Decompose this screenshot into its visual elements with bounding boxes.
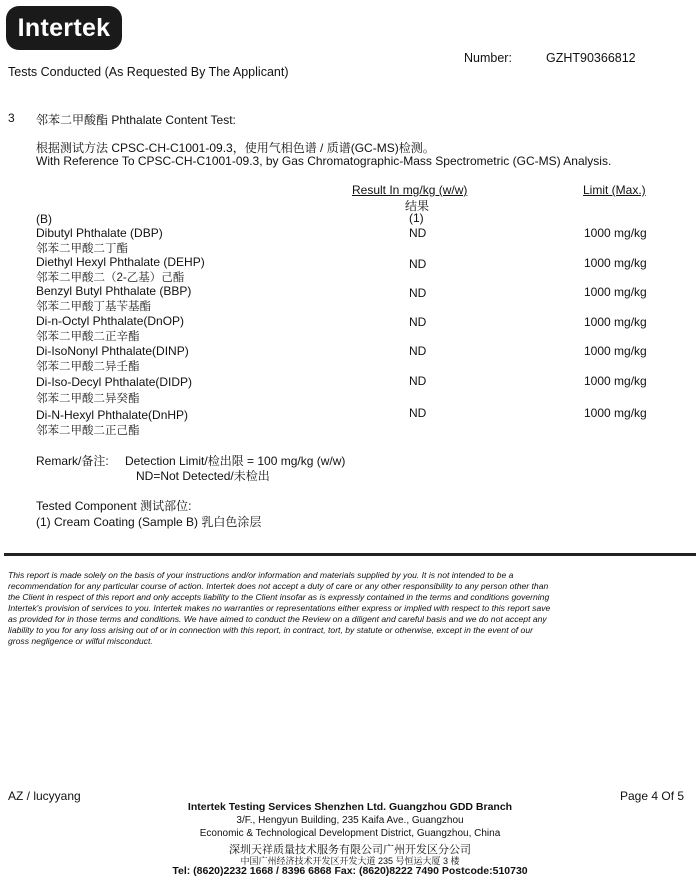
sample-label: (B) bbox=[36, 212, 52, 226]
compound-name-cn: 邻苯二甲酸丁基苄基酯 bbox=[36, 301, 151, 313]
disclaimer-line: Intertek's provision of services to you. Intertek makes no warranties or representations either express or implied with respect to this report save bbox=[8, 603, 551, 613]
author-initials: AZ / lucyyang bbox=[8, 789, 81, 803]
compound-name-cn: 邻苯二甲酸二丁酯 bbox=[36, 243, 128, 255]
section-title bbox=[36, 111, 236, 128]
compound-name-cn: 邻苯二甲酸二异癸酯 bbox=[36, 393, 140, 405]
compound-name: Diethyl Hexyl Phthalate (DEHP) bbox=[36, 255, 205, 269]
disclaimer-line: as provided for in those terms and conditions. We have aimed to conduct the Review on a diligent and careful basis and we do not accept any bbox=[8, 614, 547, 624]
section-title-en: Phthalate Content Test: bbox=[111, 113, 236, 127]
contact-line: Tel: (8620)2232 1668 / 8396 6868 Fax: (8620)8222 7490 Postcode:510730 bbox=[172, 865, 528, 877]
disclaimer-line: gross negligence or wilful misconduct. bbox=[8, 636, 153, 646]
compound-limit: 1000 mg/kg bbox=[584, 406, 647, 420]
method-cn: 根据测试方法 CPSC-CH-C1001-09.3，使用气相色谱 / 质谱(GC-MS)检测。 bbox=[36, 141, 435, 155]
compound-limit: 1000 mg/kg bbox=[584, 285, 647, 299]
sample-id: (1) bbox=[409, 211, 424, 225]
method-en: With Reference To CPSC-CH-C1001-09.3, by Gas Chromatographic-Mass Spectrometric (GC-MS) Analysis. bbox=[36, 154, 612, 168]
disclaimer bbox=[8, 570, 688, 647]
compound-limit: 1000 mg/kg bbox=[584, 315, 647, 329]
report-number-label: Number: bbox=[464, 51, 512, 65]
disclaimer-line: This report is made solely on the basis of your instructions and/or information and materials supplied by you. It is not intended to be a bbox=[8, 570, 514, 580]
compound-name: Di-Iso-Decyl Phthalate(DIDP) bbox=[36, 375, 193, 389]
compound-name-cn: 邻苯二甲酸二异壬酯 bbox=[36, 361, 140, 373]
compound-limit: 1000 mg/kg bbox=[584, 344, 647, 358]
disclaimer-line: liability to you for any loss arising out of or in connection with this report, in contract, tort, by statute or otherwise, except in the event of our bbox=[8, 625, 533, 635]
compound-name-cn: 邻苯二甲酸二正己酯 bbox=[36, 425, 140, 437]
section-divider bbox=[4, 553, 696, 556]
intertek-logo: Intertek bbox=[6, 6, 122, 50]
tested-component-title: Tested Component 测试部位: bbox=[36, 499, 192, 513]
address-cn: 中国广州经济技术开发区开发大道 235 号恒运大厦 3 楼 bbox=[240, 856, 460, 866]
compound-result: ND bbox=[409, 344, 427, 358]
section-index: 3 bbox=[8, 111, 15, 125]
compound-result: ND bbox=[409, 315, 427, 329]
compound-name: Di-n-Octyl Phthalate(DnOP) bbox=[36, 314, 185, 328]
disclaimer-line: the Client in respect of this report and only accepts liability to the Client insofar as is expressly contained in the terms and conditions governing bbox=[8, 592, 550, 602]
compound-result: ND bbox=[409, 257, 427, 271]
compound-result: ND bbox=[409, 286, 427, 300]
section-title-cn: 邻苯二甲酸酯 bbox=[36, 113, 109, 127]
compound-name: Dibutyl Phthalate (DBP) bbox=[36, 226, 163, 240]
compound-name: Benzyl Butyl Phthalate (BBP) bbox=[36, 284, 192, 298]
compound-name-cn: 邻苯二甲酸二（2-乙基）己酯 bbox=[36, 272, 185, 284]
compound-name-cn: 邻苯二甲酸二正辛酯 bbox=[36, 331, 140, 343]
compound-name: Di-IsoNonyl Phthalate(DINP) bbox=[36, 344, 189, 358]
compound-limit: 1000 mg/kg bbox=[584, 256, 647, 270]
compound-name: Di-N-Hexyl Phthalate(DnHP) bbox=[36, 408, 189, 422]
address-line-1: 3/F., Hengyun Building, 235 Kaifa Ave., Guangzhou bbox=[236, 815, 464, 826]
tested-component-value: (1) Cream Coating (Sample B) 乳白色涂层 bbox=[36, 515, 262, 529]
compound-result: ND bbox=[409, 374, 427, 388]
company-name-en: Intertek Testing Services Shenzhen Ltd. Guangzhou GDD Branch bbox=[187, 801, 513, 813]
disclaimer-line: recommendation for any particular course of action. Intertek does not accept a duty of care or any other responsibility to any person other than bbox=[8, 581, 549, 591]
compound-limit: 1000 mg/kg bbox=[584, 226, 647, 240]
remark-detection-limit: Detection Limit/检出限 = 100 mg/kg (w/w) bbox=[125, 454, 346, 468]
report-number-value: GZHT90366812 bbox=[546, 51, 636, 65]
compound-result: ND bbox=[409, 226, 427, 240]
tests-conducted-heading: Tests Conducted (As Requested By The Applicant) bbox=[8, 65, 289, 79]
remark-label: Remark/备注: bbox=[36, 454, 109, 468]
compound-limit: 1000 mg/kg bbox=[584, 374, 647, 388]
result-column-header: Result In mg/kg (w/w) bbox=[352, 183, 468, 197]
compound-result: ND bbox=[409, 406, 427, 420]
address-line-2: Economic & Technological Development District, Guangzhou, China bbox=[199, 828, 501, 839]
page-number: Page 4 Of 5 bbox=[620, 789, 685, 803]
result-column-header-cn: 结果 bbox=[405, 199, 430, 213]
limit-column-header: Limit (Max.) bbox=[583, 183, 646, 197]
remark-nd-definition: ND=Not Detected/未检出 bbox=[136, 469, 270, 483]
company-name-cn: 深圳天祥质量技术服务有限公司广州开发区分公司 bbox=[229, 844, 471, 856]
